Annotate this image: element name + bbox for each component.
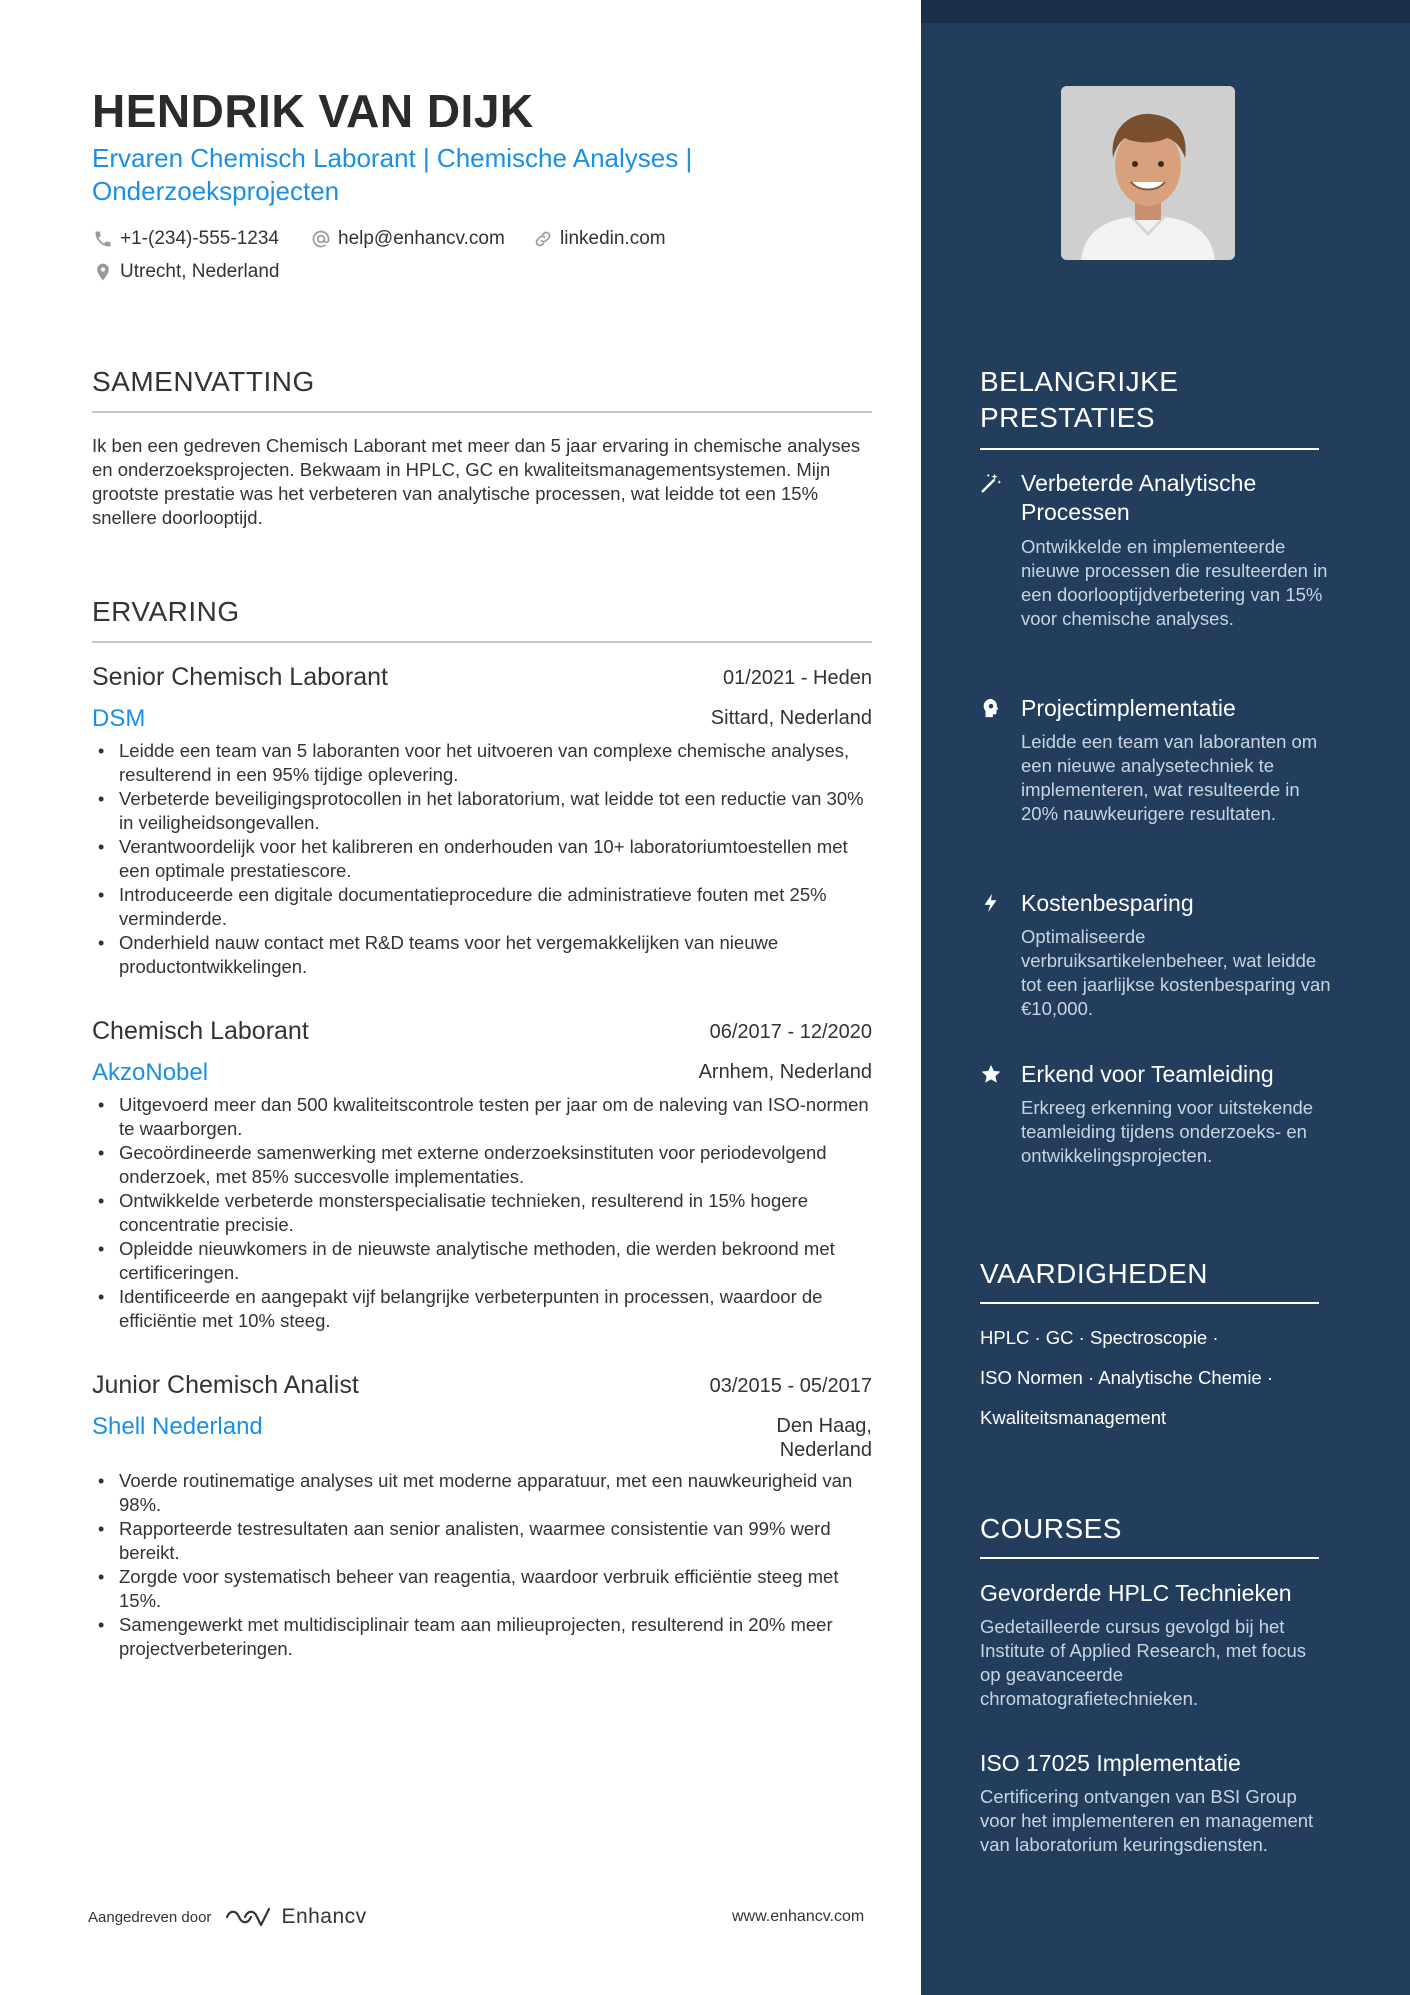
summary-heading: SAMENVATTING [92, 366, 315, 397]
linkedin-contact[interactable] [532, 228, 666, 250]
experience-divider [92, 641, 872, 643]
job-location: Sittard, Nederland [710, 707, 872, 729]
achievement-desc: Erkreeg erkenning voor uitstekende teamleiding tijdens onderzoeks- en ontwikkelingsprojecten. [1021, 1097, 1314, 1166]
headline [92, 142, 852, 208]
achievements-heading [980, 364, 1340, 436]
head-gear-icon [980, 697, 1004, 721]
candidate-name: HENDRIK VAN DIJK [92, 85, 534, 137]
headline-line: Ervaren Chemisch Laborant | Chemische Analyses | [92, 143, 693, 173]
summary-text: Ik ben een gedreven Chemisch Laborant met meer dan 5 jaar ervaring in chemische analyses en onderzoeksprojecten. Bekwaam in HPLC, GC en kwaliteitsmanagementsystemen. Mijn grootste prestatie was het verbeteren van analytische processen, wat leidde tot een 15% snellere doorlooptijd. [92, 435, 861, 528]
list-item: • Ontwikkelde verbeterde monsterspecialisatie technieken, resulterend in 15% hogere concentratie precisie. [92, 1189, 872, 1237]
job-location-line: Nederland [779, 1439, 872, 1461]
powered-by-label: Aangedreven door [88, 1908, 212, 1926]
course-title: Gevorderde HPLC Technieken [980, 1580, 1292, 1606]
achievements-divider [980, 448, 1319, 450]
brand-name: Enhancv [281, 1905, 367, 1928]
phone-contact[interactable] [92, 228, 279, 250]
phone-number: +1-(234)-555-1234 [120, 228, 279, 249]
skill-line: HPLC · GC · Spectroscopie · [980, 1327, 1219, 1348]
list-item: • Identificeerde en aangepakt vijf belangrijke verbeterpunten in processen, waardoor de efficiëntie met 10% steeg. [92, 1285, 872, 1333]
job-title: Chemisch Laborant [92, 1017, 309, 1045]
list-item: • Introduceerde een digitale documentatieprocedure die administratieve fouten met 25% verminderde. [92, 883, 872, 931]
list-item: • Zorgde voor systematisch beheer van reagentia, waardoor verbruik efficiëntie steeg met 15%. [92, 1565, 872, 1613]
linkedin-url: linkedin.com [560, 228, 666, 249]
courses-divider [980, 1557, 1319, 1559]
magic-wand-icon [980, 472, 1004, 496]
job-company: Shell Nederland [92, 1413, 263, 1440]
at-sign-icon [310, 228, 332, 250]
star-icon [980, 1063, 1004, 1087]
location-text: Utrecht, Nederland [120, 261, 280, 282]
list-item: • Leidde een team van 5 laboranten voor het uitvoeren van complexe chemische analyses, resulterend in een 95% tijdige oplevering. [92, 739, 872, 787]
courses-heading: COURSES [980, 1513, 1122, 1544]
lightning-icon [980, 892, 1004, 916]
job-dates: 01/2021 - Heden [722, 667, 872, 689]
job-title: Senior Chemisch Laborant [92, 663, 388, 691]
list-item: • Verbeterde beveiligingsprotocollen in het laboratorium, wat leidde tot een reductie van 30% in veiligheidsongevallen. [92, 787, 872, 835]
phone-icon [92, 228, 114, 250]
achievement-title: Erkend voor Teamleiding [1021, 1061, 1274, 1087]
skill-line: Kwaliteitsmanagement [980, 1407, 1167, 1428]
course-title: ISO 17025 Implementatie [980, 1750, 1241, 1776]
email-contact[interactable] [310, 228, 505, 250]
course-desc: Certificering ontvangen van BSI Group voor het implementeren en management van laboratorium keuringsdiensten. [980, 1786, 1314, 1855]
email-address: help@enhancv.com [338, 228, 505, 249]
job-bullets [92, 739, 872, 979]
job-dates: 03/2015 - 05/2017 [709, 1375, 872, 1397]
list-item: • Voerde routinematige analyses uit met moderne apparatuur, met een nauwkeurigheid van 98%. [92, 1469, 872, 1517]
list-item: • Uitgevoerd meer dan 500 kwaliteitscontrole testen per jaar om de naleving van ISO-normen te waarborgen. [92, 1093, 872, 1141]
achievement-title: Kostenbesparing [1021, 890, 1194, 916]
skills-heading: VAARDIGHEDEN [980, 1258, 1208, 1289]
enhancv-mark-icon [225, 1905, 271, 1929]
list-item: • Gecoördineerde samenwerking met externe onderzoeksinstituten voor periodevolgend onderzoek, met 85% succesvolle implementaties. [92, 1141, 872, 1189]
avatar [1061, 86, 1235, 260]
experience-heading: ERVARING [92, 596, 240, 627]
list-item: • Verantwoordelijk voor het kalibreren en onderhouden van 10+ laboratoriumtoestellen met een optimale prestatiescore. [92, 835, 872, 883]
achievements-heading-line: BELANGRIJKE [980, 366, 1179, 397]
achievements-heading-line: PRESTATIES [980, 402, 1156, 433]
list-item: • Onderhield nauw contact met R&D teams voor het vergemakkelijken van nieuwe productontwikkelingen. [92, 931, 872, 979]
headline-line: Onderzoeksprojecten [92, 176, 340, 206]
location-contact [92, 261, 279, 283]
achievement-item [980, 469, 1328, 659]
summary-divider [92, 411, 872, 413]
list-item: • Opleidde nieuwkomers in de nieuwste analytische methoden, die werden bekroond met certificeringen. [92, 1237, 872, 1285]
job-title: Junior Chemisch Analist [92, 1371, 359, 1399]
job-dates: 06/2017 - 12/2020 [709, 1021, 872, 1043]
skills-divider [980, 1302, 1319, 1304]
achievement-item [980, 694, 1325, 854]
skill-line: ISO Normen · Analytische Chemie · [980, 1367, 1274, 1388]
job-location-line: Den Haag, [776, 1415, 872, 1437]
achievement-desc: Leidde een team van laboranten om een nieuwe analysetechniek te implementeren, wat resulteerde in 20% nauwkeurigere resultaten. [1021, 731, 1318, 824]
job-bullets [92, 1469, 872, 1661]
link-icon [532, 228, 554, 250]
list-item: • Rapporteerde testresultaten aan senior analisten, waarmee consistentie van 99% werd bereikt. [92, 1517, 872, 1565]
footer-branding [88, 1905, 367, 1929]
achievement-item [980, 1060, 1325, 1200]
course-desc: Gedetailleerde cursus gevolgd bij het Institute of Applied Research, met focus op geavanceerde chromatografietechnieken. [980, 1616, 1306, 1709]
job-bullets [92, 1093, 872, 1333]
sidebar-top-band [921, 0, 1410, 23]
job-location: Arnhem, Nederland [698, 1061, 872, 1083]
job-company: DSM [92, 705, 146, 732]
achievement-title: Verbeterde Analytische Processen [1021, 470, 1257, 525]
job-company: AkzoNobel [92, 1059, 209, 1086]
enhancv-logo[interactable] [225, 1905, 366, 1929]
profile-photo-icon [1061, 86, 1235, 260]
footer-url[interactable]: www.enhancv.com [732, 1908, 865, 1925]
achievement-desc: Optimaliseerde verbruiksartikelenbeheer, wat leidde tot een jaarlijkse kostenbesparing van €10,000. [1021, 926, 1331, 1019]
list-item: • Samengewerkt met multidisciplinair team aan milieuprojecten, resulterend in 20% meer projectverbeteringen. [92, 1613, 872, 1661]
achievement-title: Projectimplementatie [1021, 695, 1236, 721]
location-pin-icon [92, 261, 114, 283]
achievement-desc: Ontwikkelde en implementeerde nieuwe processen die resulteerden in een doorlooptijdverbetering van 15% voor chemische analyses. [1021, 536, 1328, 629]
achievement-item [980, 889, 1331, 1029]
job-location [776, 1414, 872, 1462]
sidebar [921, 0, 1410, 1995]
